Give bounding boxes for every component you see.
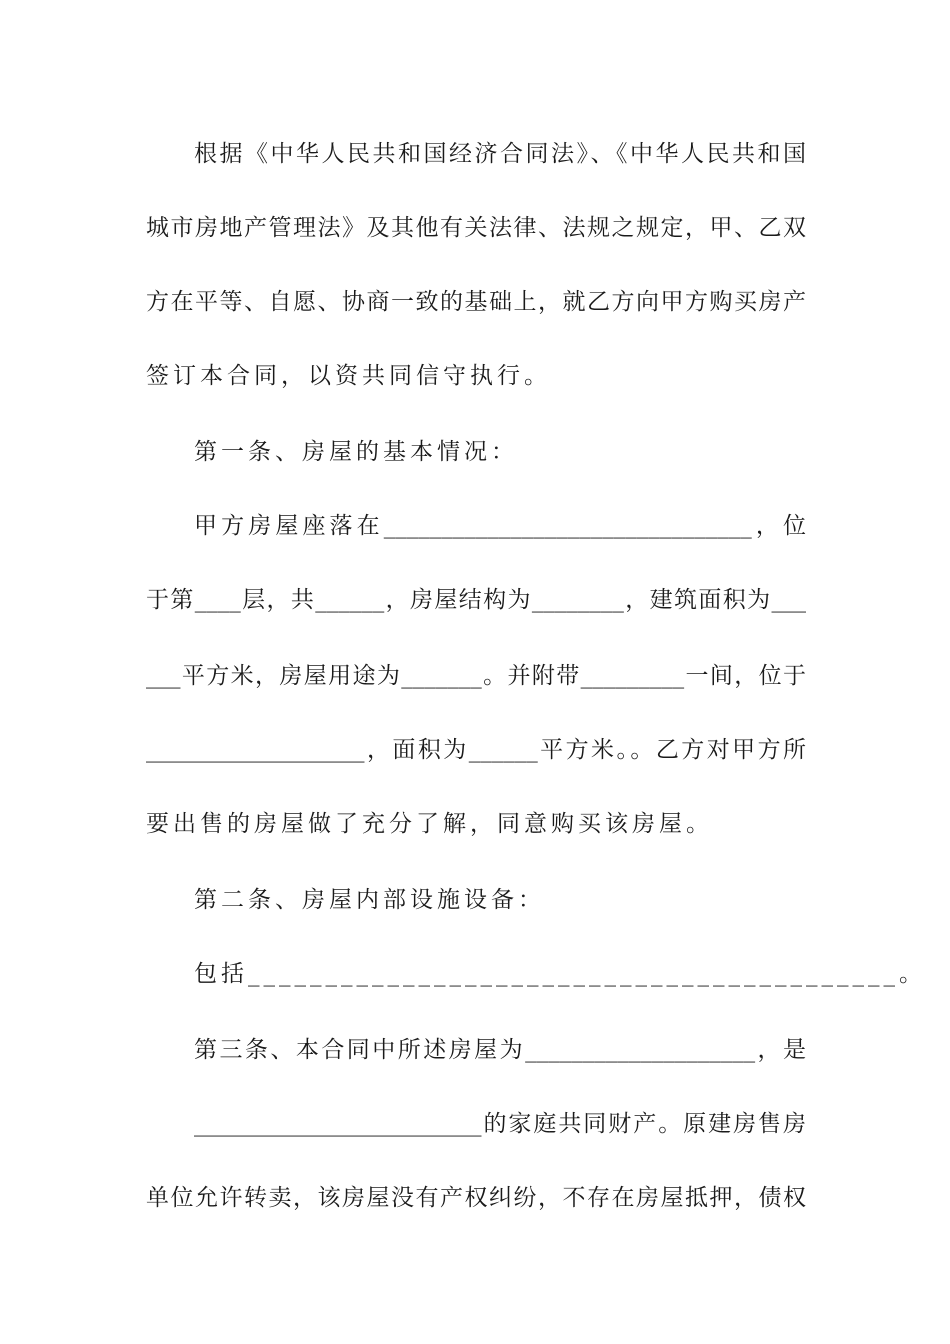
text-line-7: 于第____层，共______，房屋结构为________，建筑面积为___ [146, 587, 806, 613]
article-3-heading: 第三条、本合同中所述房屋为____________________，是 [194, 1037, 806, 1063]
text-line-3: 方在平等、自愿、协商一致的基础上，就乙方向甲方购买房产 [146, 289, 806, 315]
text-line-15: 单位允许转卖，该房屋没有产权纠纷，不存在房屋抵押，债权 [146, 1185, 806, 1211]
text-line-12: 包括__________________________________________。 [194, 961, 926, 987]
text-line-9: ___________________，面积为______平方米。。乙方对甲方所 [146, 737, 806, 763]
text-line-4: 签订本合同，以资共同信守执行。 [146, 363, 551, 389]
text-line-1: 根据《中华人民共和国经济合同法》、《中华人民共和国 [194, 141, 806, 167]
text-line-2: 城市房地产管理法》及其他有关法律、法规之规定，甲、乙双 [146, 215, 806, 241]
text-line-6: 甲方房屋座落在________________________________，位 [194, 513, 806, 539]
article-2-heading: 第二条、房屋内部设施设备： [194, 887, 545, 913]
text-line-10: 要出售的房屋做了充分了解，同意购买该房屋。 [146, 811, 713, 837]
text-line-14: _________________________的家庭共同财产。原建房售房 [194, 1111, 806, 1137]
article-1-heading: 第一条、房屋的基本情况： [194, 439, 518, 465]
text-line-8: ___平方米，房屋用途为_______。并附带_________一间，位于 [146, 663, 806, 689]
